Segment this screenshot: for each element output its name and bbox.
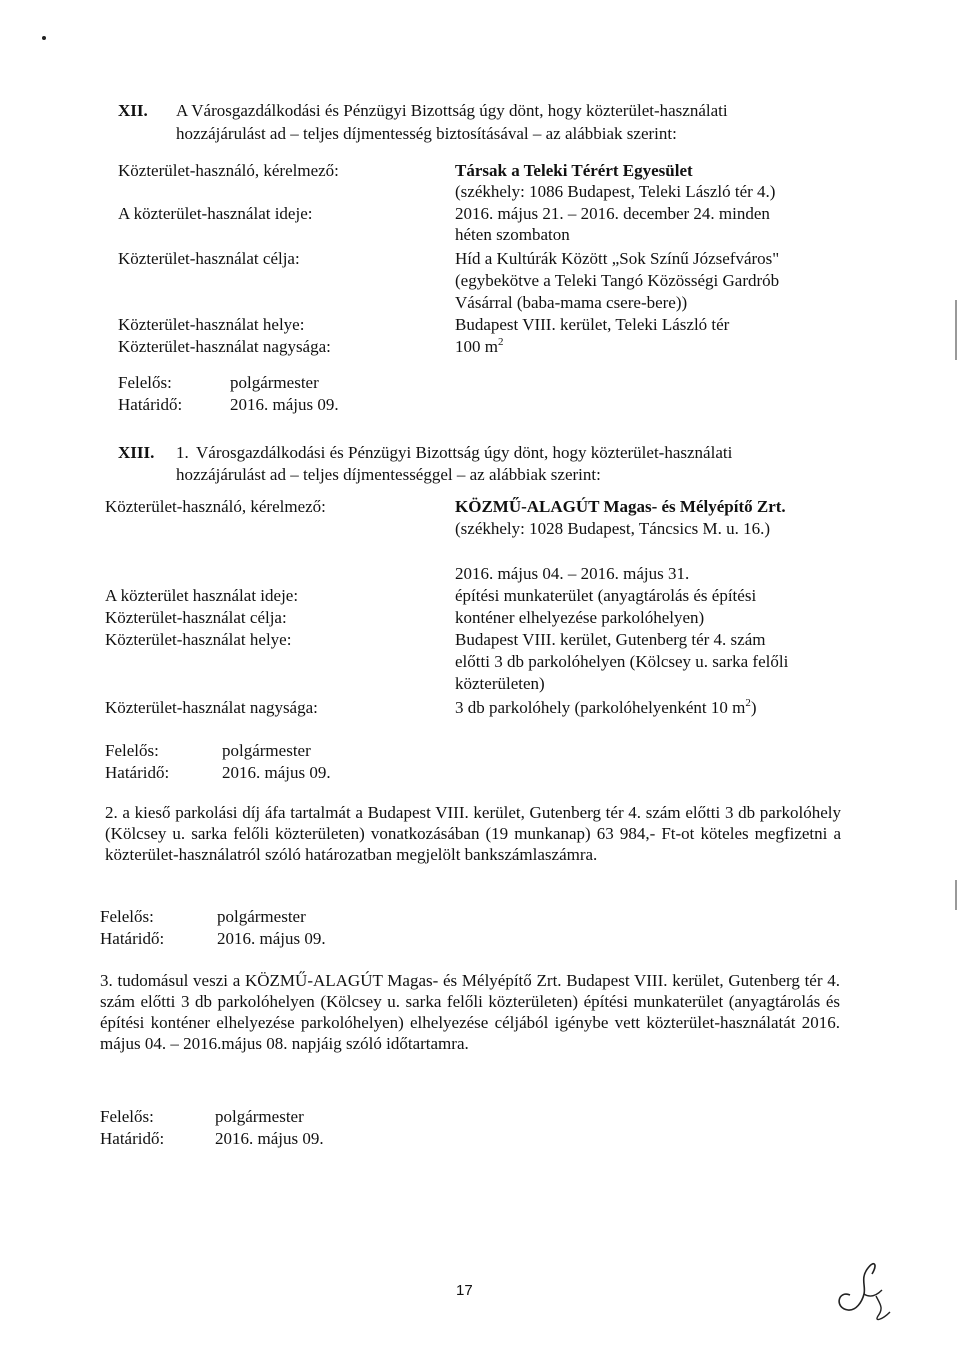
field-value-applicant-address: (székhely: 1028 Budapest, Táncsics M. u. 16.) xyxy=(455,519,771,538)
field-label-size: Közterület-használat nagysága: xyxy=(118,337,331,356)
field-value-applicant-name: KÖZMŰ-ALAGÚT Magas- és Mélyépítő Zrt. xyxy=(455,497,786,516)
field-value-purpose-line1: építési munkaterület (anyagtárolás és építési xyxy=(455,586,757,605)
responsible-value: polgármester xyxy=(222,741,311,760)
deadline-label: Határidő: xyxy=(105,763,170,782)
field-label-size: Közterület-használat nagysága: xyxy=(105,698,318,717)
field-value-applicant-address: (székhely: 1086 Budapest, Teleki László tér 4.) xyxy=(455,182,776,201)
responsible-label: Felelős: xyxy=(105,741,159,760)
section-12-number: XII. xyxy=(118,101,148,120)
page-edge-mark xyxy=(955,300,957,360)
deadline-value: 2016. május 09. xyxy=(222,763,331,782)
section-12-intro-line2: hozzájárulást ad – teljes díjmentesség biztosításával – az alábbiak szerint: xyxy=(176,124,677,143)
item-2-paragraph: 2. a kieső parkolási díj áfa tartalmát a Budapest VIII. kerület, Gutenberg tér 4. szám előtti 3 db parkolóhely (Kölcsey u. sarka felőli közterületen) vonatkozásában (19 munkanap) 63 984,- Ft-ot köteles megfizetni a közterület-használatról szóló határozatban megjelölt bankszámlaszámra. xyxy=(105,803,841,864)
responsible-value: polgármester xyxy=(217,907,306,926)
field-label-purpose: Közterület-használat célja: xyxy=(118,249,300,268)
page-edge-mark xyxy=(955,880,957,910)
deadline-value: 2016. május 09. xyxy=(230,395,339,414)
size-superscript: 2 xyxy=(745,697,751,709)
section-13-number: XIII. xyxy=(118,443,155,462)
field-label-purpose: Közterület-használat célja: xyxy=(105,608,287,627)
field-value-place-line2: előtti 3 db parkolóhelyen (Kölcsey u. sarka felőli xyxy=(455,652,789,671)
deadline-value: 2016. május 09. xyxy=(215,1129,324,1148)
size-value-text: 100 m xyxy=(455,337,498,356)
responsible-label: Felelős: xyxy=(118,373,172,392)
responsible-value: polgármester xyxy=(215,1107,304,1126)
deadline-value: 2016. május 09. xyxy=(217,929,326,948)
deadline-label: Határidő: xyxy=(118,395,183,414)
field-value-place: Budapest VIII. kerület, Teleki László tér xyxy=(455,315,730,334)
field-label-applicant: Közterület-használó, kérelmező: xyxy=(118,161,339,180)
field-label-period: A közterület használat ideje: xyxy=(105,586,299,605)
size-superscript: 2 xyxy=(497,336,504,348)
item-3-paragraph: 3. tudomásul veszi a KÖZMŰ-ALAGÚT Magas- és Mélyépítő Zrt. Budapest VIII. kerület, Gutenberg tér 4. szám előtti 3 db parkolóhelyen (Kölcsey u. sarka felőli közterületen) építési munkaterület (anyagtárolás és építési konténer elhelyezése parkolóhelyen) elhelyezése céljából igénybe vett közterület-használatát 2016. május 04. – 2016.május 08. napjáig szóló időtartamra. xyxy=(100,971,840,1053)
section-13-item1-number: 1. xyxy=(176,443,189,462)
field-value-purpose-line1: Híd a Kultúrák Között „Sok Színű Józsefváros" xyxy=(455,249,780,268)
responsible-value: polgármester xyxy=(230,373,319,392)
section-13-intro-line2: hozzájárulást ad – teljes díjmentességgel – az alábbiak szerint: xyxy=(176,465,601,484)
handwritten-signature xyxy=(820,1250,910,1330)
field-value-place-line1: Budapest VIII. kerület, Gutenberg tér 4. szám xyxy=(455,630,766,649)
field-label-place: Közterület-használat helye: xyxy=(118,315,305,334)
responsible-label: Felelős: xyxy=(100,1107,154,1126)
field-value-purpose-line2: konténer elhelyezése parkolóhelyen) xyxy=(455,608,705,627)
deadline-label: Határidő: xyxy=(100,929,165,948)
section-13-intro-line1: Városgazdálkodási és Pénzügyi Bizottság úgy dönt, hogy közterület-használati xyxy=(196,443,733,462)
field-label-applicant: Közterület-használó, kérelmező: xyxy=(105,497,326,516)
section-12-intro-line1: A Városgazdálkodási és Pénzügyi Bizottság úgy dönt, hogy közterület-használati xyxy=(176,101,728,120)
field-value-place-line3: közterületen) xyxy=(455,674,545,693)
field-value-purpose-line3: Vásárral (baba-mama csere-bere)) xyxy=(455,293,688,312)
deadline-label: Határidő: xyxy=(100,1129,165,1148)
size-value-text: 3 db parkolóhely (parkolóhelyenként 10 m xyxy=(455,698,746,717)
scan-speck xyxy=(42,36,46,40)
size-close: ) xyxy=(750,698,757,717)
field-value-applicant-name: Társak a Teleki Térért Egyesület xyxy=(455,161,693,180)
field-value-purpose-line2: (egybekötve a Teleki Tangó Közösségi Gardrób xyxy=(455,271,780,290)
field-value-size xyxy=(455,697,757,718)
field-value-period-line2: héten szombaton xyxy=(455,225,570,244)
field-value-period-line1: 2016. május 21. – 2016. december 24. minden xyxy=(455,204,770,223)
field-value-size xyxy=(455,336,503,357)
field-label-place: Közterület-használat helye: xyxy=(105,630,292,649)
responsible-label: Felelős: xyxy=(100,907,154,926)
field-label-period: A közterület-használat ideje: xyxy=(118,204,313,223)
field-value-period: 2016. május 04. – 2016. május 31. xyxy=(455,564,690,583)
page-number: 17 xyxy=(456,1282,473,1299)
